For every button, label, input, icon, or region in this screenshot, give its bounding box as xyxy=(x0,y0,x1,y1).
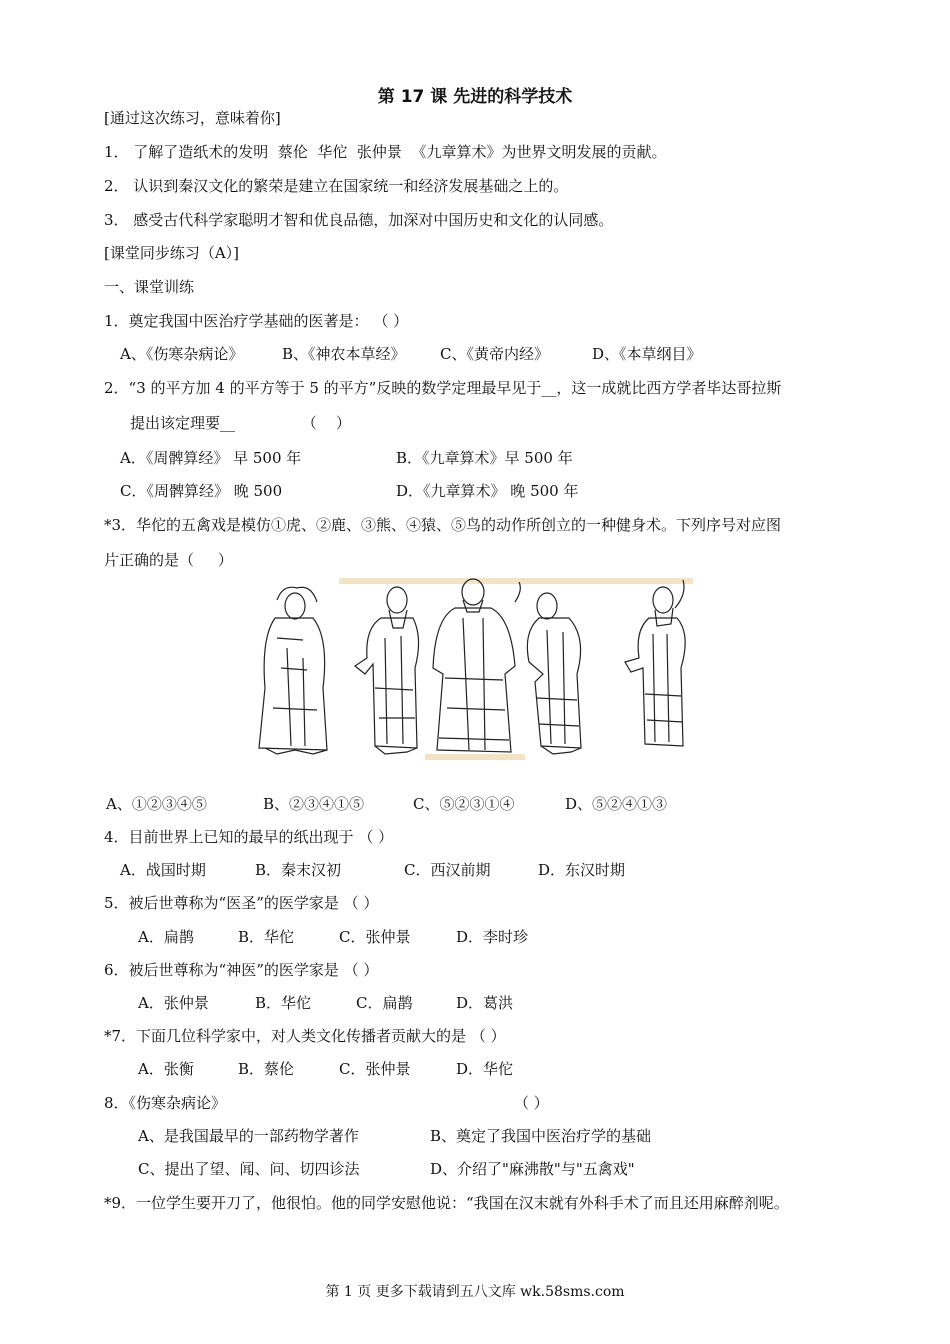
question-1-stem: 1．奠定我国中医治疗学基础的医著是： （ ） xyxy=(104,312,409,330)
question-1-option-b: B、《神农本草经》 xyxy=(282,345,406,363)
question-3-option-a: A、①②③④⑤ xyxy=(106,795,207,813)
page-title: 第 17 课 先进的科学技术 xyxy=(377,87,573,107)
question-8-option-d: D、介绍了"麻沸散"与"五禽戏" xyxy=(430,1160,635,1178)
question-8-option-a: A、是我国最早的一部药物学著作 xyxy=(138,1127,359,1145)
question-2-option-c: C．《周髀算经》 晚 500 xyxy=(120,482,283,500)
five-animal-frolic-illustration xyxy=(247,578,697,760)
question-5-option-a: A．扁鹊 xyxy=(138,928,194,946)
figure-monkey-pose xyxy=(527,593,581,754)
intro-heading: [通过这次练习，意味着你] xyxy=(104,109,281,127)
question-6-stem: 6．被后世尊称为“神医”的医学家是 （ ） xyxy=(104,961,379,979)
question-6-option-d: D．葛洪 xyxy=(456,994,514,1012)
question-4-stem: 4．目前世界上已知的最早的纸出现于 （ ） xyxy=(104,828,394,846)
question-2-stem-line-2: 提出该定理要__ （ ） xyxy=(130,414,351,432)
question-4-option-d: D．东汉时期 xyxy=(538,861,626,879)
question-8-answer-paren: （ ） xyxy=(514,1094,549,1112)
question-5-option-d: D．李时珍 xyxy=(456,928,529,946)
question-2-option-a: A．《周髀算经》 早 500 年 xyxy=(120,449,302,467)
figure-bird-pose xyxy=(625,580,685,746)
question-1-option-d: D、《本草纲目》 xyxy=(592,345,702,363)
question-7-option-b: B．蔡伦 xyxy=(238,1060,295,1078)
question-8-option-b: B、奠定了我国中医治疗学的基础 xyxy=(430,1127,652,1145)
question-6-option-b: B．华佗 xyxy=(255,994,312,1012)
practice-heading: [课堂同步练习（A）] xyxy=(104,244,240,262)
question-7-option-a: A．张衡 xyxy=(138,1060,194,1078)
question-7-option-c: C．张仲景 xyxy=(339,1060,411,1078)
question-6-option-c: C．扁鹊 xyxy=(356,994,413,1012)
question-8-option-c: C、提出了望、闻、问、切四诊法 xyxy=(138,1160,360,1178)
question-6-option-a: A．张仲景 xyxy=(138,994,209,1012)
question-9-stem: *9．一位学生要开刀了，他很怕。他的同学安慰他说：“我国在汉末就有外科手术了而且还用麻醉剂呢。 xyxy=(104,1194,789,1212)
question-1-option-c: C、《黄帝内经》 xyxy=(440,345,549,363)
question-3-stem-line-2: 片正确的是（ ） xyxy=(104,551,233,569)
figure-bear-pose xyxy=(433,579,520,752)
question-2-option-d: D．《九章算术》 晚 500 年 xyxy=(396,482,579,500)
figure-deer-pose xyxy=(355,587,419,754)
question-5-option-b: B．华佗 xyxy=(238,928,295,946)
page-footer: 第 1 页 更多下载请到五八文库 wk.58sms.com xyxy=(325,1284,625,1300)
question-4-option-b: B．秦末汉初 xyxy=(255,861,342,879)
question-2-option-b: B．《九章算术》早 500 年 xyxy=(396,449,573,467)
question-5-option-c: C．张仲景 xyxy=(339,928,411,946)
question-3-option-c: C、⑤②③①④ xyxy=(413,795,515,813)
question-7-stem: *7．下面几位科学家中，对人类文化传播者贡献大的是 （ ） xyxy=(104,1027,506,1045)
question-7-option-d: D．华佗 xyxy=(456,1060,514,1078)
question-1-option-a: A、《伤寒杂病论》 xyxy=(120,345,244,363)
question-4-option-a: A．战国时期 xyxy=(120,861,206,879)
goal-1 xyxy=(104,142,666,162)
figure-tiger-pose xyxy=(259,587,327,754)
question-4-option-c: C．西汉前期 xyxy=(404,861,491,879)
goal-2: 2． 认识到秦汉文化的繁荣是建立在国家统一和经济发展基础之上的。 xyxy=(104,177,569,195)
question-8-stem: 8．《伤寒杂病论》 xyxy=(104,1094,227,1112)
question-2-stem-line-1: 2．“3 的平方加 4 的平方等于 5 的平方”反映的数学定理最早见于__，这一成就比西方学者毕达哥拉斯 xyxy=(104,379,782,397)
question-3-option-b: B、②③④①⑤ xyxy=(263,795,365,813)
question-3-stem-line-1: *3．华佗的五禽戏是模仿①虎、②鹿、③熊、④猿、⑤鸟的动作所创立的一种健身术。下列序号对应图 xyxy=(104,516,782,534)
goal-3: 3． 感受古代科学家聪明才智和优良品德，加深对中国历史和文化的认同感。 xyxy=(104,211,614,229)
section-heading: 一、课堂训练 xyxy=(104,278,195,296)
goal-1-text: 1． 了解了造纸术的发明 蔡伦 华佗 张仲景 《九章算术》为世界文明发展的贡献。 xyxy=(104,143,667,161)
question-3-option-d: D、⑤②④①③ xyxy=(565,795,668,813)
question-5-stem: 5．被后世尊称为“医圣”的医学家是 （ ） xyxy=(104,894,379,912)
